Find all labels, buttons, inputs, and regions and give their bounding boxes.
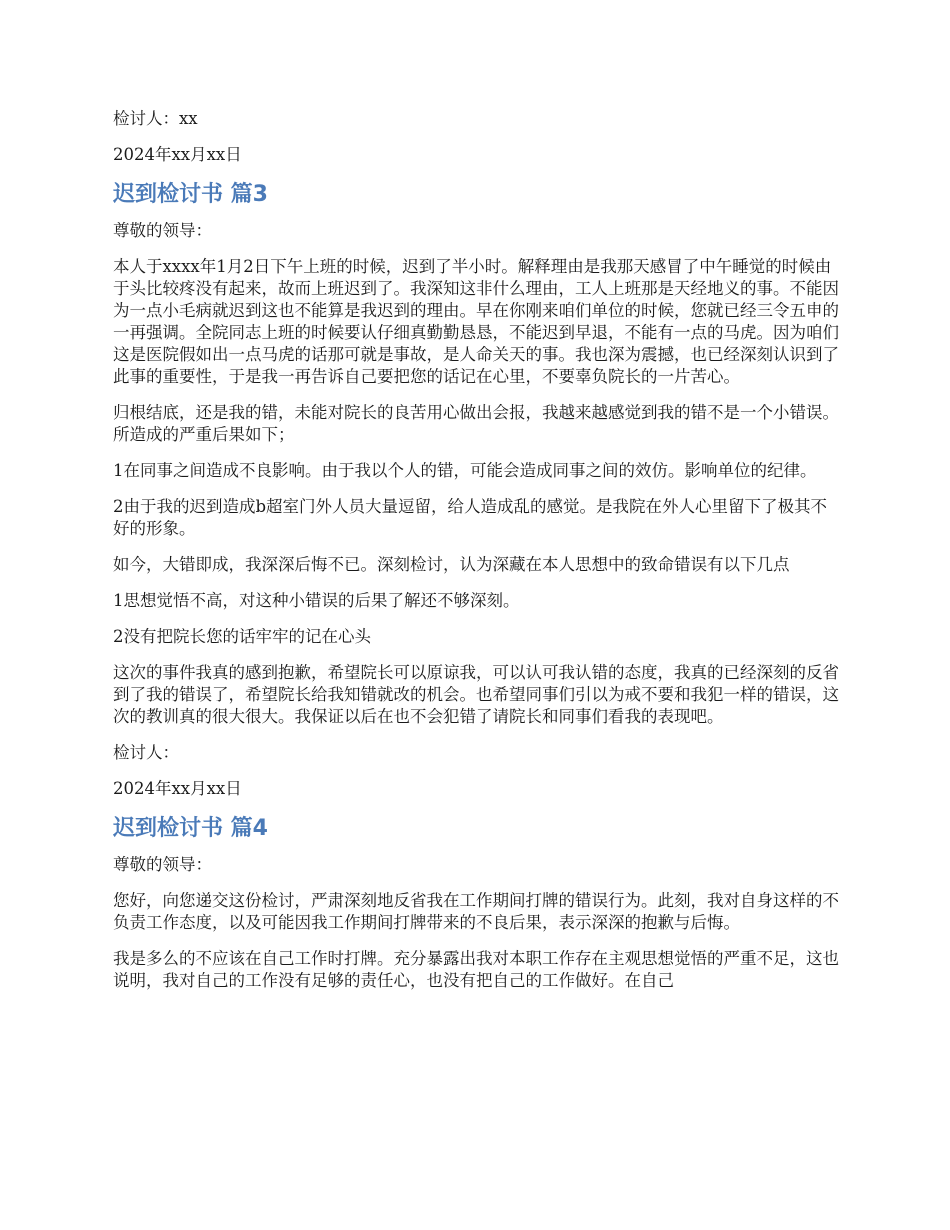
date-line: 2024年xx月xx日 bbox=[113, 779, 242, 798]
date-line: 2024年xx月xx日 bbox=[113, 145, 242, 164]
paragraph: 归根结底，还是我的错，未能对院长的良苦用心做出会报，我越来越感觉到我的错不是一个小错误。所造成的严重后果如下； bbox=[113, 403, 839, 444]
paragraph: 本人于xxxx年1月2日下午上班的时候，迟到了半小时。解释理由是我那天感冒了中午睡觉的时候由于头比较疼没有起来，故而上班迟到了。我深知这非什么理由，工人上班那是天经地义的事。不能因为一点小毛病就迟到这也不能算是我迟到的理由。早在你刚来咱们单位的时候，您就已经三令五申的一再强调。全院同志上班的时候要认仔细真勤勤恳恳，不能迟到早退，不能有一点的马虎。因为咱们这是医院假如出一点马虎的话那可就是事故，是人命关天的事。我也深为震撼，也已经深刻认识到了此事的重要性，于是我一再告诉自己要把您的话记在心里，不要辜负院长的一片苦心。 bbox=[113, 257, 839, 386]
list-paragraph: 2由于我的迟到造成b超室门外人员大量逗留，给人造成乱的感觉。是我院在外人心里留下了极其不好的形象。 bbox=[113, 497, 828, 538]
section-heading-3: 迟到检讨书 篇3 bbox=[113, 182, 268, 207]
salutation: 尊敬的领导： bbox=[113, 855, 212, 874]
section-heading-4: 迟到检讨书 篇4 bbox=[113, 816, 268, 841]
list-paragraph: 1思想觉悟不高，对这种小错误的后果了解还不够深刻。 bbox=[113, 591, 520, 610]
paragraph: 您好，向您递交这份检讨，严肃深刻地反省我在工作期间打牌的错误行为。此刻，我对自身这样的不负责工作态度，以及可能因我工作期间打牌带来的不良后果，表示深深的抱歉与后悔。 bbox=[113, 891, 839, 932]
document-page bbox=[113, 108, 840, 1006]
signature-line: 检讨人： bbox=[113, 743, 179, 762]
list-paragraph: 1在同事之间造成不良影响。由于我以个人的错，可能会造成同事之间的效仿。影响单位的纪律。 bbox=[113, 461, 817, 480]
paragraph: 我是多么的不应该在自己工作时打牌。充分暴露出我对本职工作存在主观思想觉悟的严重不足，这也说明，我对自己的工作没有足够的责任心，也没有把自己的工作做好。在自己 bbox=[113, 949, 839, 990]
signature-line: 检讨人：xx bbox=[113, 109, 198, 128]
list-paragraph: 2没有把院长您的话牢牢的记在心头 bbox=[113, 627, 371, 646]
paragraph: 这次的事件我真的感到抱歉，希望院长可以原谅我，可以认可我认错的态度，我真的已经深刻的反省到了我的错误了，希望院长给我知错就改的机会。也希望同事们引以为戒不要和我犯一样的错误，这次的教训真的很大很大。我保证以后在也不会犯错了请院长和同事们看我的表现吧。 bbox=[113, 663, 839, 726]
paragraph: 如今，大错即成，我深深后悔不已。深刻检讨，认为深藏在本人思想中的致命错误有以下几点 bbox=[113, 555, 790, 574]
salutation: 尊敬的领导： bbox=[113, 221, 212, 240]
